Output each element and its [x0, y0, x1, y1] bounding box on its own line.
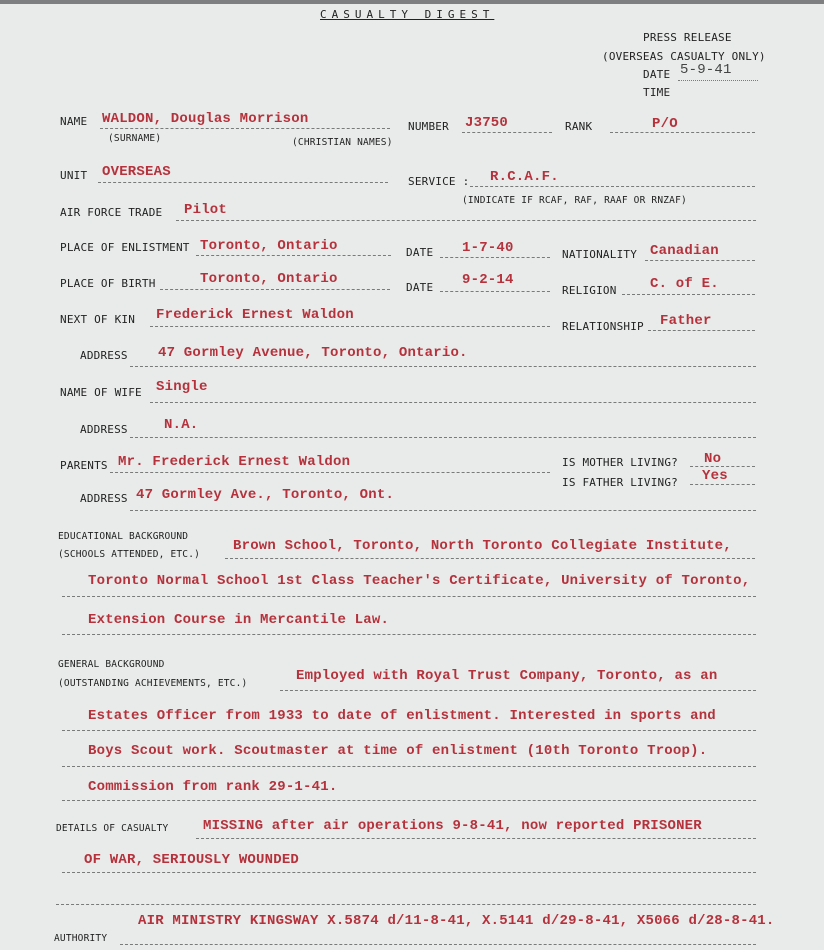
unit-label: UNIT: [60, 169, 88, 182]
enlistment-value: Toronto, Ontario: [200, 238, 338, 254]
rule: [62, 634, 756, 635]
father-living-label: IS FATHER LIVING?: [562, 476, 678, 489]
parents-address-label: ADDRESS: [80, 492, 128, 505]
rule: [120, 944, 756, 945]
nationality-value: Canadian: [650, 243, 719, 259]
general-background-line: Boys Scout work. Scoutmaster at time of enlistment (10th Toronto Troop).: [88, 743, 708, 759]
rule: [130, 437, 756, 438]
trade-value: Pilot: [184, 202, 228, 218]
rule: [610, 132, 755, 133]
general-background-line: Estates Officer from 1933 to date of enlistment. Interested in sports and: [88, 708, 716, 724]
press-release-label: PRESS RELEASE: [643, 31, 732, 44]
rule: [62, 730, 756, 731]
education-line: Brown School, Toronto, North Toronto Collegiate Institute,: [233, 538, 732, 554]
enlistment-label: PLACE OF ENLISTMENT: [60, 241, 190, 254]
rule: [645, 260, 755, 261]
next-of-kin-value: Frederick Ernest Waldon: [156, 307, 354, 323]
rule: [440, 291, 550, 292]
trade-label: AIR FORCE TRADE: [60, 206, 163, 219]
release-date-value: 5-9-41: [680, 62, 732, 78]
unit-value: OVERSEAS: [102, 164, 171, 180]
rule: [470, 186, 755, 187]
relationship-label: RELATIONSHIP: [562, 320, 644, 333]
enlistment-date-label: DATE: [406, 246, 434, 259]
wife-address-label: ADDRESS: [80, 423, 128, 436]
top-border: [0, 0, 824, 4]
birth-place-value: Toronto, Ontario: [200, 271, 338, 287]
rule: [196, 838, 756, 839]
kin-address-value: 47 Gormley Avenue, Toronto, Ontario.: [158, 345, 468, 361]
service-value: R.C.A.F.: [490, 169, 559, 185]
education-line: Extension Course in Mercantile Law.: [88, 612, 390, 628]
rule: [130, 366, 756, 367]
religion-label: RELIGION: [562, 284, 617, 297]
rank-label: RANK: [565, 120, 593, 133]
father-living-value: Yes: [702, 468, 728, 484]
parents-value: Mr. Frederick Ernest Waldon: [118, 454, 351, 470]
rule: [462, 132, 552, 133]
service-hint: (INDICATE IF RCAF, RAF, RAAF OR RNZAF): [462, 195, 687, 206]
rank-value: P/O: [652, 116, 678, 132]
name-value: WALDON, Douglas Morrison: [102, 111, 309, 127]
casualty-line: OF WAR, SERIOUSLY WOUNDED: [84, 852, 300, 868]
number-value: J3750: [465, 115, 509, 131]
rule: [130, 510, 756, 511]
rule: [622, 294, 755, 295]
rule: [110, 472, 550, 473]
mother-living-label: IS MOTHER LIVING?: [562, 456, 678, 469]
enlistment-date-value: 1-7-40: [462, 240, 514, 256]
wife-address-value: N.A.: [164, 417, 199, 433]
casualty-label: DETAILS OF CASUALTY: [56, 823, 169, 834]
rule: [150, 326, 550, 327]
rule: [62, 596, 756, 597]
general-background-line: Commission from rank 29-1-41.: [88, 779, 338, 795]
release-date-label: DATE: [643, 68, 671, 81]
education-label: EDUCATIONAL BACKGROUND: [58, 531, 189, 542]
relationship-value: Father: [660, 313, 712, 329]
authority-value: AIR MINISTRY KINGSWAY X.5874 d/11-8-41, X.5141 d/29-8-41, X5066 d/28-8-41.: [138, 913, 775, 929]
service-label: SERVICE :: [408, 175, 470, 188]
rule: [62, 800, 756, 801]
wife-value: Single: [156, 379, 208, 395]
rule: [98, 182, 388, 183]
rule: [225, 558, 755, 559]
rule: [56, 904, 756, 905]
rule: [150, 402, 756, 403]
rule: [62, 872, 756, 873]
rule: [196, 255, 391, 256]
general-background-line: Employed with Royal Trust Company, Toronto, as an: [296, 668, 718, 684]
rule: [690, 484, 755, 485]
rule: [440, 257, 550, 258]
rule: [176, 220, 756, 221]
christian-names-hint: (CHRISTIAN NAMES): [292, 137, 393, 148]
surname-hint: (SURNAME): [108, 133, 162, 144]
next-of-kin-label: NEXT OF KIN: [60, 313, 136, 326]
birth-date-value: 9-2-14: [462, 272, 514, 288]
rule: [678, 80, 758, 81]
rule: [648, 330, 755, 331]
parents-address-value: 47 Gormley Ave., Toronto, Ont.: [136, 487, 395, 503]
rule: [62, 766, 756, 767]
document-title: CASUALTY DIGEST: [320, 8, 495, 21]
birth-date-label: DATE: [406, 281, 434, 294]
rule: [100, 128, 390, 129]
rule: [280, 690, 756, 691]
rule: [160, 289, 390, 290]
nationality-label: NATIONALITY: [562, 248, 638, 261]
name-label: NAME: [60, 115, 88, 128]
rule: [690, 466, 755, 467]
general-background-hint: (OUTSTANDING ACHIEVEMENTS, ETC.): [58, 678, 248, 689]
birth-place-label: PLACE OF BIRTH: [60, 277, 156, 290]
number-label: NUMBER: [408, 120, 449, 133]
casualty-line: MISSING after air operations 9-8-41, now reported PRISONER: [203, 818, 702, 834]
authority-label: AUTHORITY: [54, 933, 108, 944]
time-label: TIME: [643, 86, 671, 99]
kin-address-label: ADDRESS: [80, 349, 128, 362]
overseas-note: (OVERSEAS CASUALTY ONLY): [602, 50, 766, 63]
education-hint: (SCHOOLS ATTENDED, ETC.): [58, 549, 201, 560]
mother-living-value: No: [704, 451, 722, 467]
wife-label: NAME OF WIFE: [60, 386, 142, 399]
general-background-label: GENERAL BACKGROUND: [58, 659, 165, 670]
religion-value: C. of E.: [650, 276, 719, 292]
education-line: Toronto Normal School 1st Class Teacher's Certificate, University of Toronto,: [88, 573, 751, 589]
parents-label: PARENTS: [60, 459, 108, 472]
